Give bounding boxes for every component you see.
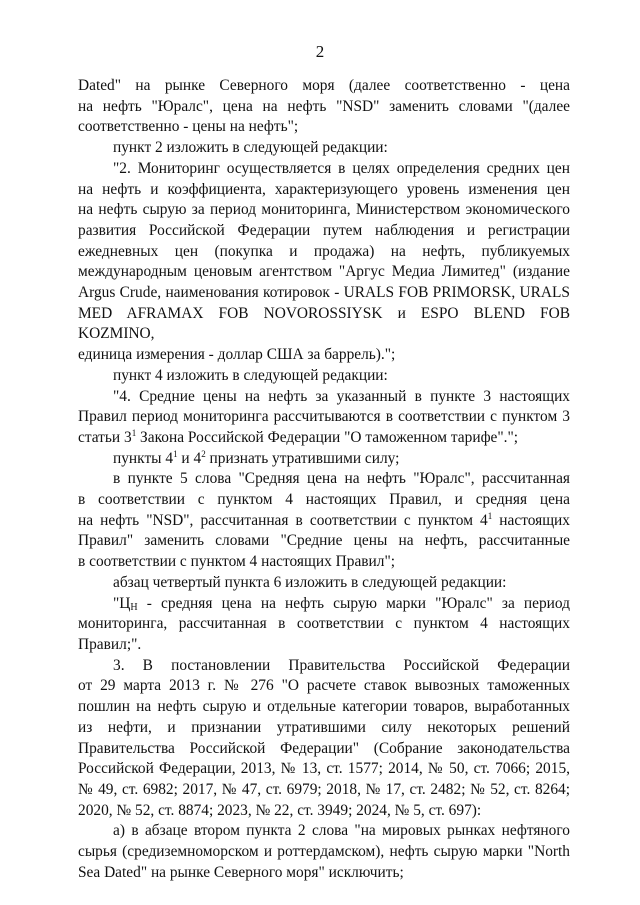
text-line: соответственно - цены на нефть";	[78, 118, 299, 136]
text-line: из нефти, и признании утратившими силу некоторых решений	[78, 718, 570, 736]
text-line: Правительства Российской Федерации" (Собрание законодательства	[78, 739, 570, 757]
text-line: а) в абзаце втором пункта 2 слова "на мировых рынках нефтяного	[113, 822, 570, 840]
paragraph-point-6-text	[78, 594, 570, 656]
text-line: Argus Crude, наименования котировок - URALS FOB PRIMORSK, URALS	[78, 284, 570, 302]
page-number: 2	[315, 42, 325, 61]
document-body	[78, 76, 570, 883]
text-fragment: - средняя цена на нефть сырую марки "Юралс" за период	[137, 594, 570, 612]
text-line	[78, 594, 570, 615]
superscript: 1	[131, 427, 137, 438]
text-fragment: и 4	[177, 449, 202, 467]
text-line: развития Российской Федерации путем наблюдения и регистрации	[78, 221, 570, 239]
text-fragment: признать утратившими силу;	[205, 449, 400, 467]
text-line: Dated" на рынке Северного моря (далее соответственно - цена	[78, 77, 570, 94]
text-fragment: на нефть "NSD", рассчитанная в соответствии с пунктом 4	[78, 511, 488, 529]
text-line: Правил;".	[78, 635, 142, 653]
text-fragment: "Ц	[113, 594, 131, 612]
text-line	[78, 511, 570, 532]
text-line: на нефть и коэффициента, характеризующего уровень изменения цен	[78, 180, 570, 198]
text-line: Правил период мониторинга рассчитываются в соответствии с пунктом 3	[78, 408, 570, 426]
text-line: в соответствии с пунктом 4 настоящих Правил, и средняя цена	[78, 491, 570, 509]
text-line: сырья (средиземноморском и роттердамском), нефть сырую марки "North	[78, 843, 570, 861]
text-line: Sea Dated" на рынке Северного моря" исключить;	[78, 863, 404, 881]
superscript: 1	[173, 448, 178, 459]
text-line: мониторинга, рассчитанная в соответствии с пунктом 4 настоящих	[78, 615, 570, 633]
text-line: ежедневных цен (покупка и продажа) на нефть, публикуемых	[78, 242, 570, 260]
text-fragment: Закона Российской Федерации "О таможенном тарифе".";	[136, 428, 519, 446]
subscript: Н	[130, 601, 138, 613]
text-line: на нефть сырую за период мониторинга, Министерством экономического	[78, 201, 570, 219]
text-line: № 49, ст. 6982; 2017, № 47, ст. 6979; 2018, № 17, ст. 2482; № 52, ст. 8264;	[78, 780, 570, 798]
text-line: международным ценовым агентством "Аргус Медиа Лимитед" (издание	[78, 263, 570, 281]
paragraph-point-4-text	[78, 387, 570, 449]
text-line: в соответствии с пунктом 4 настоящих Правил";	[78, 553, 396, 571]
text-fragment: пункты 4	[113, 449, 174, 467]
text-line: пункт 2 изложить в следующей редакции:	[113, 139, 388, 157]
paragraph-subpoint-a	[78, 821, 570, 883]
text-line: 3. В постановлении Правительства Российской Федерации	[113, 656, 570, 674]
text-line: "2. Мониторинг осуществляется в целях определения средних цен	[113, 159, 570, 177]
text-fragment: статьи 3	[78, 428, 132, 446]
text-line: 2020, № 52, ст. 8874; 2023, № 22, ст. 3949; 2024, № 5, ст. 697):	[78, 801, 482, 819]
paragraph-continuation	[78, 76, 570, 138]
superscript: 2	[201, 448, 206, 459]
text-fragment: настоящих	[492, 511, 570, 529]
text-line: абзац четвертый пункта 6 изложить в следующей редакции:	[113, 573, 507, 591]
text-line: Правил" заменить словами "Средние цены на нефть, рассчитанные	[78, 532, 570, 550]
text-line	[78, 428, 570, 449]
text-line: от 29 марта 2013 г. № 276 "О расчете ставок вывозных таможенных	[78, 677, 570, 695]
paragraph-point-5-amend	[78, 469, 570, 573]
text-line: единица измерения - доллар США за баррель).";	[78, 346, 396, 364]
paragraph-point-6-intro	[78, 573, 570, 594]
paragraph-point-2-intro	[78, 138, 570, 159]
text-line: Российской Федерации, 2013, № 13, ст. 1577; 2014, № 50, ст. 7066; 2015,	[78, 760, 570, 778]
paragraph-point-4-intro	[78, 366, 570, 387]
text-line: пункт 4 изложить в следующей редакции:	[113, 366, 388, 384]
text-line: MED AFRAMAX FOB NOVOROSSIYSK и ESPO BLEND FOB KOZMINO,	[78, 304, 570, 343]
text-line: на нефть "Юралс", цена на нефть "NSD" заменить словами "(далее	[78, 97, 570, 115]
text-line: пошлин на нефть сырую и отдельные категории товаров, выработанных	[78, 698, 570, 716]
superscript: 1	[487, 510, 493, 521]
paragraph-points-repealed	[78, 449, 570, 470]
text-line: в пункте 5 слова "Средняя цена на нефть "Юралс", рассчитанная	[113, 470, 570, 488]
paragraph-section-3	[78, 656, 570, 822]
text-line: "4. Средние цены на нефть за указанный в пункте 3 настоящих	[113, 387, 570, 405]
paragraph-point-2-text	[78, 159, 570, 366]
